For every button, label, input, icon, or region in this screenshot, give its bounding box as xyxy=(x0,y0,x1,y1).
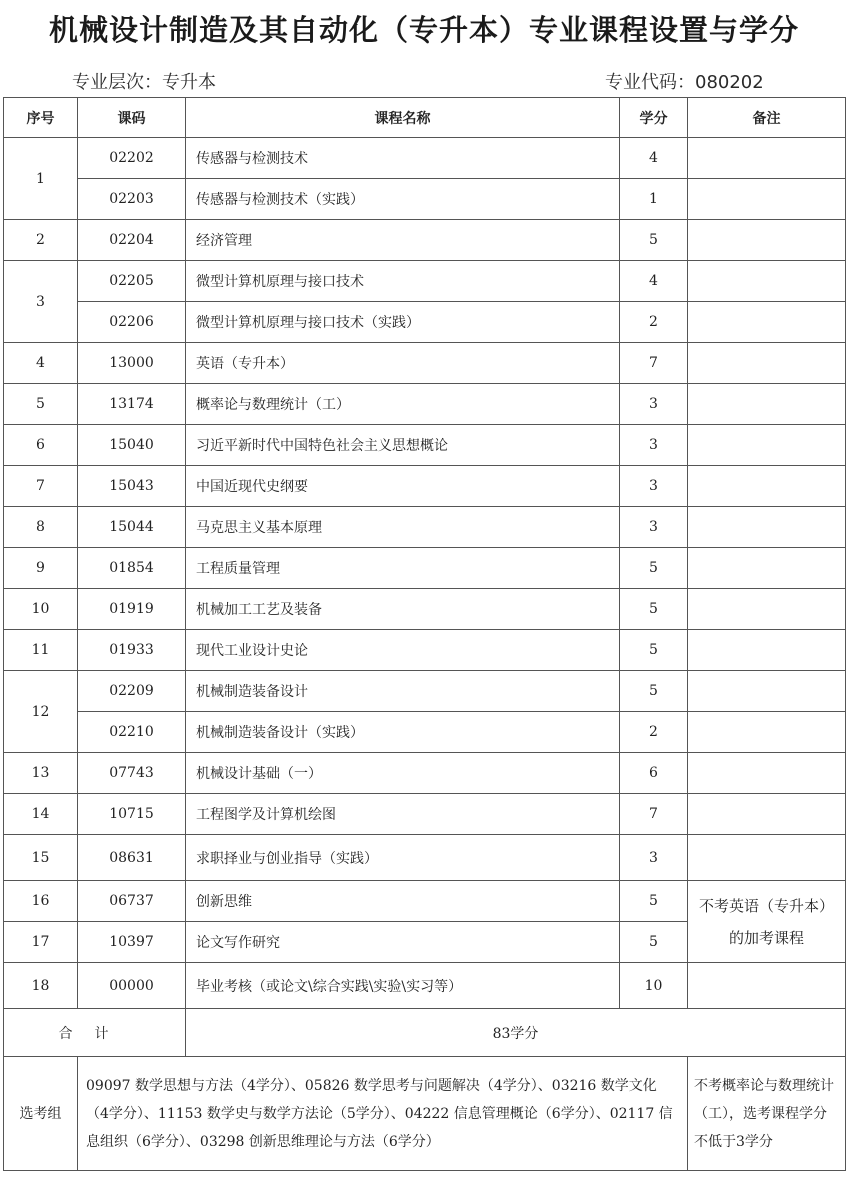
credit-cell: 7 xyxy=(620,794,688,835)
header-credit: 学分 xyxy=(620,98,688,138)
table-row xyxy=(4,712,846,753)
credit-cell: 2 xyxy=(620,302,688,343)
code-cell: 02210 xyxy=(78,712,186,753)
credit-cell: 3 xyxy=(620,507,688,548)
name-cell: 机械设计基础（一） xyxy=(186,753,620,794)
note-cell xyxy=(688,589,846,630)
code-cell: 01919 xyxy=(78,589,186,630)
seq-cell: 3 xyxy=(4,261,78,343)
name-cell: 毕业考核（或论文\综合实践\实验\实习等） xyxy=(186,963,620,1009)
code-cell: 10715 xyxy=(78,794,186,835)
credit-cell: 5 xyxy=(620,671,688,712)
credit-cell: 1 xyxy=(620,179,688,220)
seq-cell: 6 xyxy=(4,425,78,466)
name-cell: 微型计算机原理与接口技术 xyxy=(186,261,620,302)
seq-cell: 9 xyxy=(4,548,78,589)
name-cell: 中国近现代史纲要 xyxy=(186,466,620,507)
note-cell xyxy=(688,302,846,343)
seq-cell: 5 xyxy=(4,384,78,425)
credit-cell: 10 xyxy=(620,963,688,1009)
code-cell: 01933 xyxy=(78,630,186,671)
table-row xyxy=(4,630,846,671)
table-row xyxy=(4,220,846,261)
code-cell: 06737 xyxy=(78,881,186,922)
credit-cell: 5 xyxy=(620,922,688,963)
note-cell xyxy=(688,261,846,302)
note-cell xyxy=(688,507,846,548)
code-cell: 02205 xyxy=(78,261,186,302)
note-cell xyxy=(688,963,846,1009)
table-row xyxy=(4,302,846,343)
credit-cell: 3 xyxy=(620,466,688,507)
note-cell xyxy=(688,425,846,466)
elective-courses: 09097 数学思想与方法（4学分）、05826 数学思考与问题解决（4学分）、03216 数学文化（4学分）、11153 数学史与数学方法论（5学分）、04222 信息管理概论（6学分）、02117 信息组织（6学分）、03298 创新思维理论与方法（6学分） xyxy=(78,1057,688,1171)
elective-note: 不考概率论与数理统计（工），选考课程学分不低于3学分 xyxy=(688,1057,846,1171)
name-cell: 机械制造装备设计 xyxy=(186,671,620,712)
page-title: 机械设计制造及其自动化（专升本）专业课程设置与学分 xyxy=(48,13,799,47)
note-cell xyxy=(688,835,846,881)
total-row xyxy=(4,1009,846,1057)
code-cell: 01854 xyxy=(78,548,186,589)
header-seq: 序号 xyxy=(4,98,78,138)
table-row xyxy=(4,794,846,835)
code-cell: 02203 xyxy=(78,179,186,220)
table-row xyxy=(4,179,846,220)
note-cell xyxy=(688,630,846,671)
credit-cell: 5 xyxy=(620,548,688,589)
code-cell: 02206 xyxy=(78,302,186,343)
note-cell xyxy=(688,343,846,384)
name-cell: 传感器与检测技术 xyxy=(186,138,620,179)
code-cell: 15040 xyxy=(78,425,186,466)
elective-label: 选考组 xyxy=(4,1057,78,1171)
table-header xyxy=(4,98,846,138)
table-row xyxy=(4,507,846,548)
credit-cell: 4 xyxy=(620,261,688,302)
credit-cell: 3 xyxy=(620,425,688,466)
table-row xyxy=(4,835,846,881)
name-cell: 微型计算机原理与接口技术（实践） xyxy=(186,302,620,343)
table-row xyxy=(4,261,846,302)
name-cell: 求职择业与创业指导（实践） xyxy=(186,835,620,881)
table-row xyxy=(4,963,846,1009)
table-row xyxy=(4,343,846,384)
credit-cell: 3 xyxy=(620,384,688,425)
name-cell: 概率论与数理统计（工） xyxy=(186,384,620,425)
name-cell: 英语（专升本） xyxy=(186,343,620,384)
note-cell xyxy=(688,138,846,179)
code-cell: 15043 xyxy=(78,466,186,507)
seq-cell: 11 xyxy=(4,630,78,671)
elective-row xyxy=(4,1057,846,1171)
credit-cell: 5 xyxy=(620,589,688,630)
code-cell: 10397 xyxy=(78,922,186,963)
note-cell xyxy=(688,671,846,712)
credit-cell: 5 xyxy=(620,630,688,671)
code-cell: 02209 xyxy=(78,671,186,712)
table-row xyxy=(4,671,846,712)
seq-cell: 12 xyxy=(4,671,78,753)
note-cell xyxy=(688,548,846,589)
code-cell: 08631 xyxy=(78,835,186,881)
name-cell: 工程图学及计算机绘图 xyxy=(186,794,620,835)
table-row xyxy=(4,753,846,794)
major-level: 专业层次：专升本 xyxy=(72,72,216,93)
table-row xyxy=(4,425,846,466)
name-cell: 机械加工工艺及装备 xyxy=(186,589,620,630)
seq-cell: 4 xyxy=(4,343,78,384)
credit-cell: 4 xyxy=(620,138,688,179)
seq-cell: 13 xyxy=(4,753,78,794)
header-code: 课码 xyxy=(78,98,186,138)
table-row xyxy=(4,384,846,425)
name-cell: 传感器与检测技术（实践） xyxy=(186,179,620,220)
code-cell: 15044 xyxy=(78,507,186,548)
table-row xyxy=(4,881,846,922)
credit-cell: 3 xyxy=(620,835,688,881)
seq-cell: 15 xyxy=(4,835,78,881)
code-cell: 13174 xyxy=(78,384,186,425)
code-cell: 13000 xyxy=(78,343,186,384)
code-cell: 00000 xyxy=(78,963,186,1009)
code-cell: 07743 xyxy=(78,753,186,794)
seq-cell: 7 xyxy=(4,466,78,507)
table-row xyxy=(4,466,846,507)
note-cell xyxy=(688,179,846,220)
seq-cell: 14 xyxy=(4,794,78,835)
table-row xyxy=(4,548,846,589)
note-cell xyxy=(688,466,846,507)
total-label: 合计 xyxy=(4,1009,186,1057)
name-cell: 习近平新时代中国特色社会主义思想概论 xyxy=(186,425,620,466)
name-cell: 现代工业设计史论 xyxy=(186,630,620,671)
note-cell xyxy=(688,753,846,794)
note-cell xyxy=(688,712,846,753)
seq-cell: 8 xyxy=(4,507,78,548)
name-cell: 机械制造装备设计（实践） xyxy=(186,712,620,753)
seq-cell: 10 xyxy=(4,589,78,630)
course-table xyxy=(3,97,846,1171)
name-cell: 工程质量管理 xyxy=(186,548,620,589)
credit-cell: 7 xyxy=(620,343,688,384)
table-row xyxy=(4,589,846,630)
note-cell xyxy=(688,794,846,835)
code-cell: 02202 xyxy=(78,138,186,179)
name-cell: 创新思维 xyxy=(186,881,620,922)
name-cell: 经济管理 xyxy=(186,220,620,261)
total-value: 83学分 xyxy=(186,1009,846,1057)
seq-cell: 1 xyxy=(4,138,78,220)
seq-cell: 16 xyxy=(4,881,78,922)
code-cell: 02204 xyxy=(78,220,186,261)
seq-cell: 2 xyxy=(4,220,78,261)
credit-cell: 5 xyxy=(620,220,688,261)
seq-cell: 17 xyxy=(4,922,78,963)
major-code: 专业代码：080202 xyxy=(605,72,764,93)
credit-cell: 6 xyxy=(620,753,688,794)
header-name: 课程名称 xyxy=(186,98,620,138)
seq-cell: 18 xyxy=(4,963,78,1009)
name-cell: 马克思主义基本原理 xyxy=(186,507,620,548)
table-row xyxy=(4,138,846,179)
note-extra-course: 不考英语（专升本）的加考课程 xyxy=(688,881,846,963)
header-note: 备注 xyxy=(688,98,846,138)
credit-cell: 2 xyxy=(620,712,688,753)
note-cell xyxy=(688,384,846,425)
name-cell: 论文写作研究 xyxy=(186,922,620,963)
credit-cell: 5 xyxy=(620,881,688,922)
note-cell xyxy=(688,220,846,261)
